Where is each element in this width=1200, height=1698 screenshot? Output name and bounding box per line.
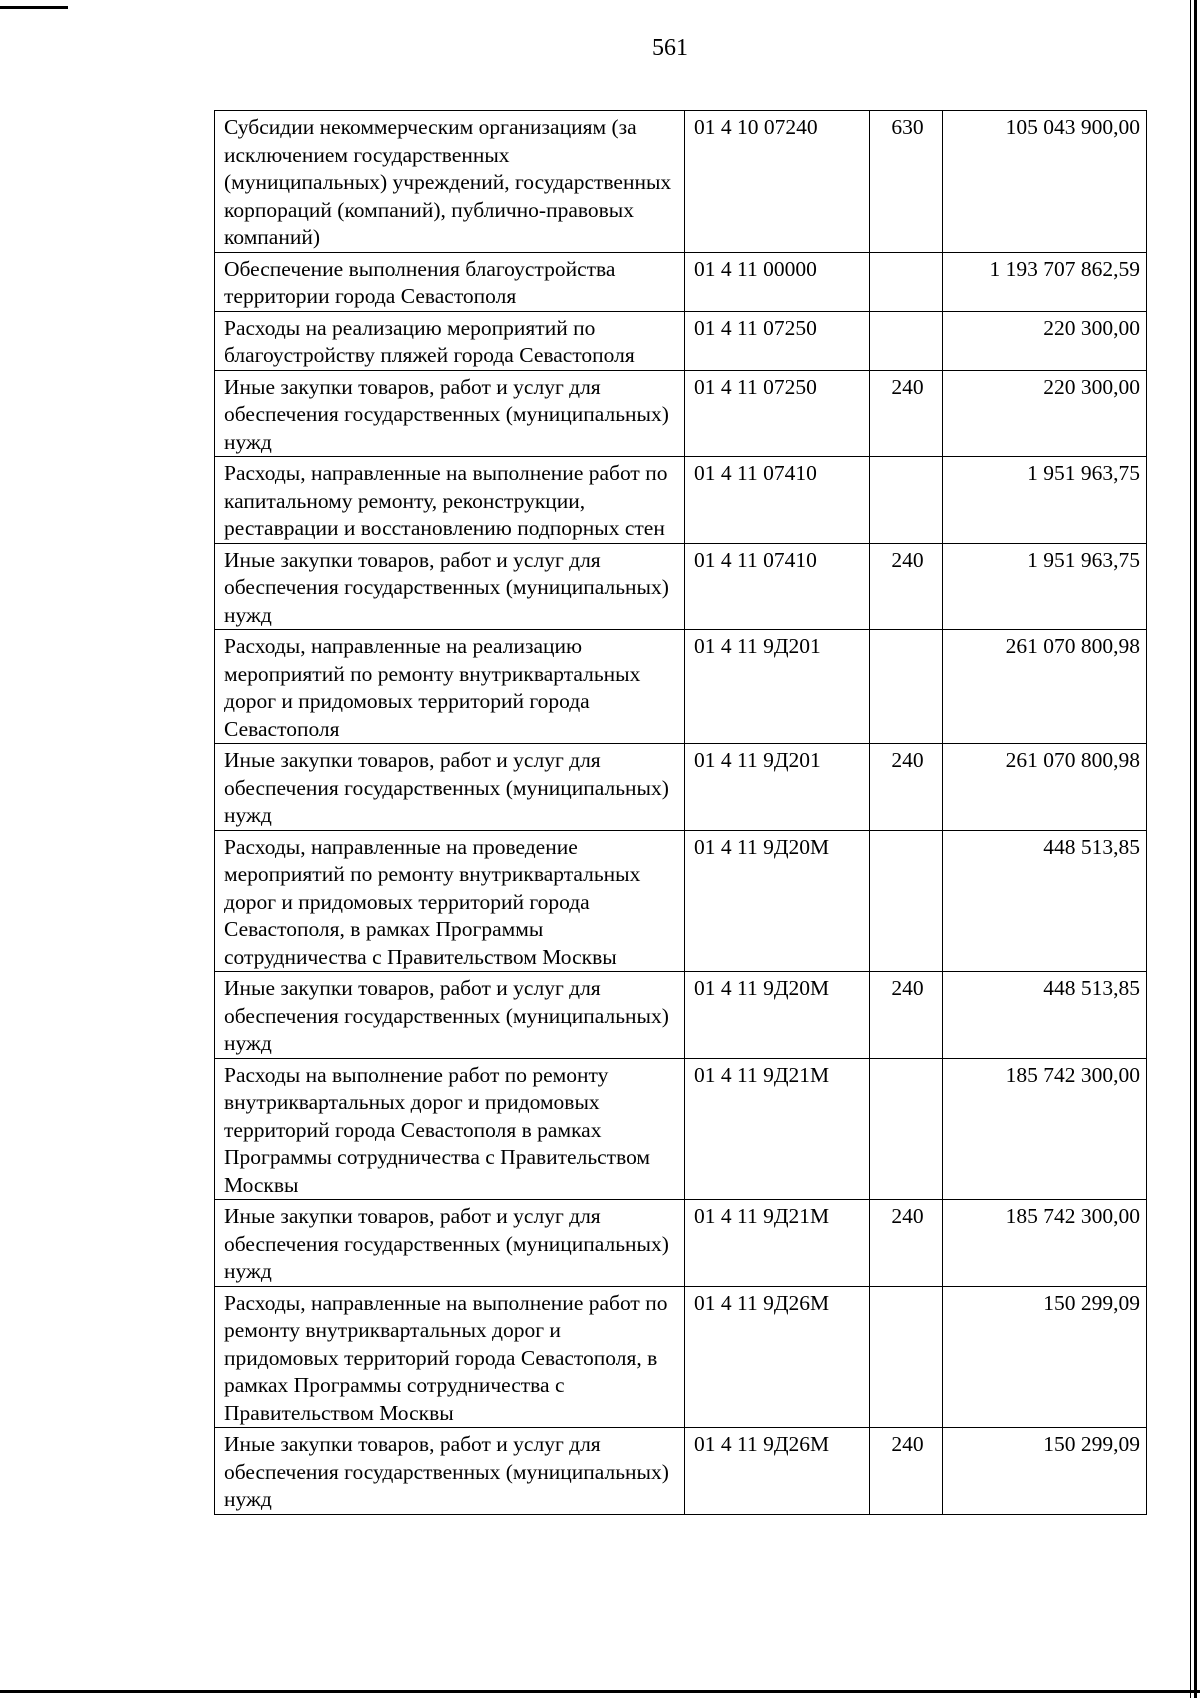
row-name-cell: Обеспечение выполнения благоустройства территории города Севастополя bbox=[215, 252, 685, 311]
row-type-cell: 240 bbox=[870, 744, 943, 831]
table-row bbox=[215, 1200, 1147, 1287]
row-type-cell bbox=[870, 630, 943, 744]
row-amount-cell: 1 951 963,75 bbox=[943, 543, 1147, 630]
row-code-cell: 01 4 11 9Д201 bbox=[685, 630, 870, 744]
row-amount-cell: 261 070 800,98 bbox=[943, 744, 1147, 831]
row-name-cell: Иные закупки товаров, работ и услуг для обеспечения государственных (муниципальных) нужд bbox=[215, 1200, 685, 1287]
row-name-cell: Субсидии некоммерческим организациям (за исключением государственных (муниципальных) учреждений, государственных корпораций (компаний), публично-правовых компаний) bbox=[215, 111, 685, 253]
table-row bbox=[215, 543, 1147, 630]
table-row bbox=[215, 252, 1147, 311]
scan-edge-top bbox=[0, 6, 68, 9]
row-code-cell: 01 4 11 9Д20М bbox=[685, 972, 870, 1059]
scan-edge-bottom bbox=[0, 1690, 1200, 1693]
row-type-cell bbox=[870, 311, 943, 370]
row-type-cell bbox=[870, 1286, 943, 1428]
table-row bbox=[215, 311, 1147, 370]
row-name-cell: Расходы, направленные на выполнение работ по капитальному ремонту, реконструкции, реставрации и восстановлению подпорных стен bbox=[215, 457, 685, 544]
table-row bbox=[215, 744, 1147, 831]
row-code-cell: 01 4 11 9Д26М bbox=[685, 1286, 870, 1428]
row-amount-cell: 220 300,00 bbox=[943, 311, 1147, 370]
table-row bbox=[215, 457, 1147, 544]
row-name-cell: Иные закупки товаров, работ и услуг для обеспечения государственных (муниципальных) нужд bbox=[215, 1428, 685, 1515]
row-type-cell bbox=[870, 457, 943, 544]
row-code-cell: 01 4 11 07410 bbox=[685, 457, 870, 544]
row-type-cell: 240 bbox=[870, 1200, 943, 1287]
row-code-cell: 01 4 11 9Д201 bbox=[685, 744, 870, 831]
table-row bbox=[215, 370, 1147, 457]
row-code-cell: 01 4 11 07250 bbox=[685, 370, 870, 457]
budget-table bbox=[214, 110, 1147, 1515]
table-row bbox=[215, 1286, 1147, 1428]
row-name-cell: Расходы на реализацию мероприятий по благоустройству пляжей города Севастополя bbox=[215, 311, 685, 370]
scan-edge-right-inner bbox=[1190, 0, 1191, 1698]
row-amount-cell: 448 513,85 bbox=[943, 830, 1147, 972]
row-amount-cell: 1 951 963,75 bbox=[943, 457, 1147, 544]
scan-edge-right bbox=[1194, 0, 1197, 1698]
row-type-cell: 240 bbox=[870, 1428, 943, 1515]
row-code-cell: 01 4 11 9Д21М bbox=[685, 1200, 870, 1287]
row-amount-cell: 1 193 707 862,59 bbox=[943, 252, 1147, 311]
table-row bbox=[215, 1058, 1147, 1200]
row-type-cell bbox=[870, 1058, 943, 1200]
row-type-cell: 240 bbox=[870, 972, 943, 1059]
row-code-cell: 01 4 11 9Д21М bbox=[685, 1058, 870, 1200]
row-type-cell bbox=[870, 830, 943, 972]
row-type-cell bbox=[870, 252, 943, 311]
row-code-cell: 01 4 11 9Д26М bbox=[685, 1428, 870, 1515]
row-code-cell: 01 4 11 07410 bbox=[685, 543, 870, 630]
table-row bbox=[215, 830, 1147, 972]
row-name-cell: Расходы, направленные на выполнение работ по ремонту внутриквартальных дорог и придомовых территорий города Севастополя, в рамках Программы сотрудничества с Правительством Москвы bbox=[215, 1286, 685, 1428]
table-row bbox=[215, 1428, 1147, 1515]
row-code-cell: 01 4 11 07250 bbox=[685, 311, 870, 370]
row-name-cell: Иные закупки товаров, работ и услуг для обеспечения государственных (муниципальных) нужд bbox=[215, 543, 685, 630]
table-row bbox=[215, 630, 1147, 744]
row-amount-cell: 105 043 900,00 bbox=[943, 111, 1147, 253]
row-name-cell: Расходы, направленные на реализацию мероприятий по ремонту внутриквартальных дорог и придомовых территорий города Севастополя bbox=[215, 630, 685, 744]
row-amount-cell: 448 513,85 bbox=[943, 972, 1147, 1059]
row-amount-cell: 261 070 800,98 bbox=[943, 630, 1147, 744]
row-code-cell: 01 4 11 00000 bbox=[685, 252, 870, 311]
page-number: 561 bbox=[652, 35, 688, 61]
row-name-cell: Иные закупки товаров, работ и услуг для обеспечения государственных (муниципальных) нужд bbox=[215, 972, 685, 1059]
row-amount-cell: 150 299,09 bbox=[943, 1286, 1147, 1428]
table-row bbox=[215, 111, 1147, 253]
row-amount-cell: 185 742 300,00 bbox=[943, 1058, 1147, 1200]
row-type-cell: 240 bbox=[870, 370, 943, 457]
table-row bbox=[215, 972, 1147, 1059]
row-name-cell: Расходы на выполнение работ по ремонту внутриквартальных дорог и придомовых территорий города Севастополя в рамках Программы сотрудничества с Правительством Москвы bbox=[215, 1058, 685, 1200]
row-name-cell: Иные закупки товаров, работ и услуг для обеспечения государственных (муниципальных) нужд bbox=[215, 744, 685, 831]
row-amount-cell: 150 299,09 bbox=[943, 1428, 1147, 1515]
row-type-cell: 240 bbox=[870, 543, 943, 630]
row-amount-cell: 220 300,00 bbox=[943, 370, 1147, 457]
row-code-cell: 01 4 11 9Д20М bbox=[685, 830, 870, 972]
row-name-cell: Расходы, направленные на проведение мероприятий по ремонту внутриквартальных дорог и придомовых территорий города Севастополя, в рамках Программы сотрудничества с Правительством Москвы bbox=[215, 830, 685, 972]
row-amount-cell: 185 742 300,00 bbox=[943, 1200, 1147, 1287]
row-type-cell: 630 bbox=[870, 111, 943, 253]
row-name-cell: Иные закупки товаров, работ и услуг для обеспечения государственных (муниципальных) нужд bbox=[215, 370, 685, 457]
row-code-cell: 01 4 10 07240 bbox=[685, 111, 870, 253]
